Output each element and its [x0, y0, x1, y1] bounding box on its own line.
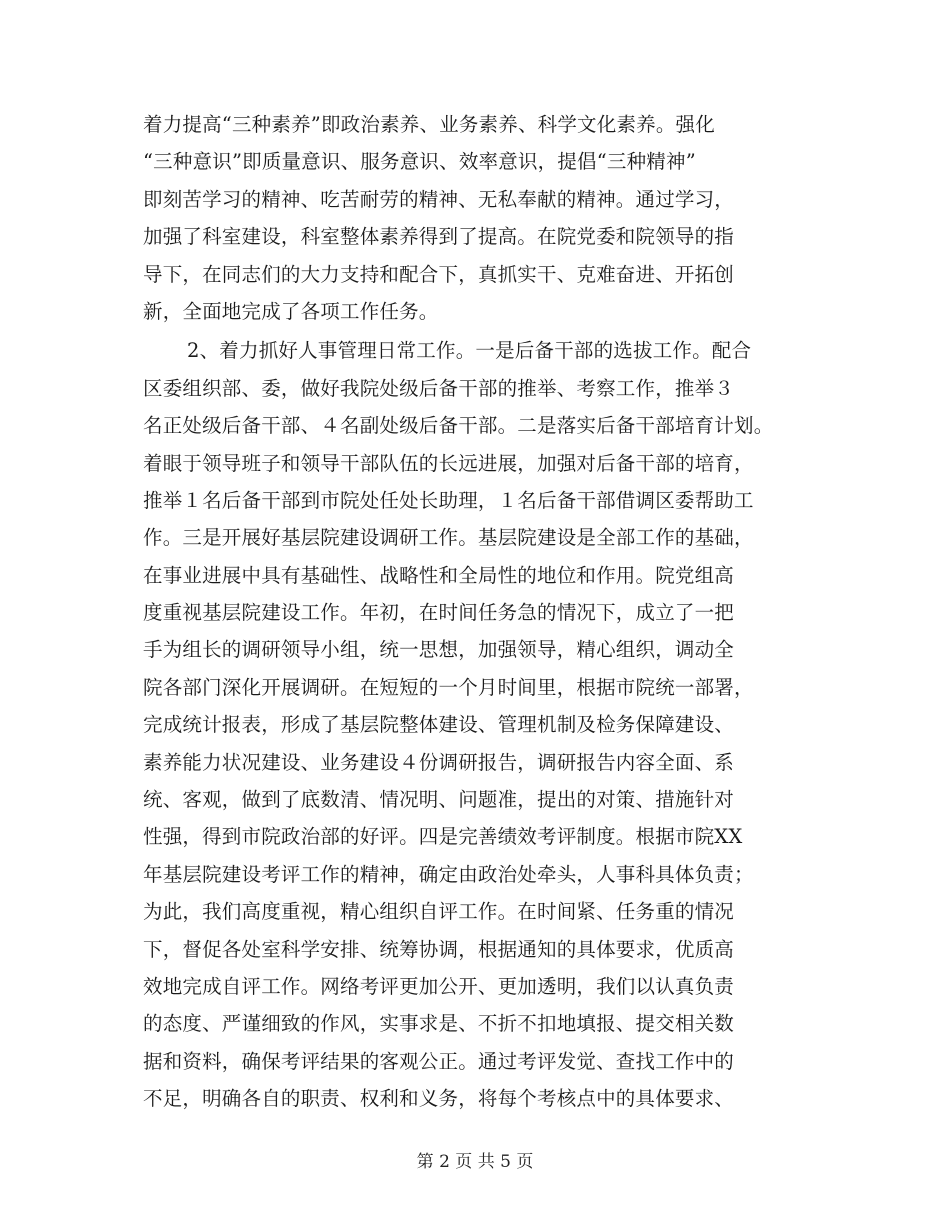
paragraph-2 — [143, 332, 843, 1117]
text-line: “三种意识”即质量意识、服务意识、效率意识，提倡“三种精神” — [143, 150, 696, 174]
text-line: 性强，得到市院政治部的好评。四是完善绩效考评制度。根据市院XX — [143, 825, 743, 849]
text-line: 即刻苦学习的精神、吃苦耐劳的精神、无私奉献的精神。通过学习， — [143, 187, 735, 211]
text-line: 效地完成自评工作。网络考评更加公开、更加透明，我们以认真负责 — [143, 974, 735, 998]
text-line: 年基层院建设考评工作的精神，确定由政治处牵头，人事科具体负责； — [143, 862, 754, 886]
text-line: 着力提高“三种素养”即政治素养、业务素养、科学文化素养。强化 — [143, 113, 715, 136]
text-line: 完成统计报表，形成了基层院整体建设、管理机制及检务保障建设、 — [143, 713, 735, 737]
text-line: 名正处级后备干部、４名副处级后备干部。二是落实后备干部培育计划。 — [143, 414, 774, 438]
text-line: 下，督促各处室科学安排、统筹协调，根据通知的具体要求，优质高 — [143, 937, 735, 961]
text-line: 2、着力抓好人事管理日常工作。一是后备干部的选拔工作。配合 — [187, 339, 752, 363]
text-line: 着眼于领导班子和领导干部队伍的长远进展，加强对后备干部的培育， — [143, 451, 754, 475]
text-line: 统、客观，做到了底数清、情况明、问题准，提出的对策、措施针对 — [143, 788, 735, 812]
text-line: 区委组织部、委，做好我院处级后备干部的推举、考察工作，推举３ — [143, 376, 735, 400]
text-line: 加强了科室建设，科室整体素养得到了提高。在院党委和院领导的指 — [143, 225, 735, 249]
text-line: 度重视基层院建设工作。年初，在时间任务急的情况下，成立了一把 — [143, 601, 735, 625]
text-line: 的态度、严谨细致的作风，实事求是、不折不扣地填报、提交相关数 — [143, 1012, 735, 1036]
text-line: 不足，明确各自的职责、权利和义务，将每个考核点中的具体要求、 — [143, 1087, 735, 1111]
text-line: 推举１名后备干部到市院处任处长助理，１名后备干部借调区委帮助工 — [143, 488, 754, 512]
text-line: 为此，我们高度重视，精心组织自评工作。在时间紧、任务重的情况 — [143, 900, 735, 924]
text-line: 素养能力状况建设、业务建设４份调研报告，调研报告内容全面、系 — [143, 750, 735, 774]
text-line: 新，全面地完成了各项工作任务。 — [143, 299, 439, 323]
paragraph-1 — [143, 106, 843, 330]
text-line: 作。三是开展好基层院建设调研工作。基层院建设是全部工作的基础， — [143, 526, 754, 550]
text-line: 据和资料，确保考评结果的客观公正。通过考评发觉、查找工作中的 — [143, 1049, 735, 1073]
body-text — [143, 106, 843, 1118]
text-line: 导下，在同志们的大力支持和配合下，真抓实干、克难奋进、开拓创 — [143, 262, 735, 286]
text-line: 手为组长的调研领导小组，统一思想，加强领导，精心组织，调动全 — [143, 638, 735, 662]
text-line: 院各部门深化开展调研。在短短的一个月时间里，根据市院统一部署， — [143, 675, 754, 699]
page-number-footer: 第 2 页 共 5 页 — [416, 1152, 534, 1172]
text-line: 在事业进展中具有基础性、战略性和全局性的地位和作用。院党组高 — [143, 563, 735, 587]
